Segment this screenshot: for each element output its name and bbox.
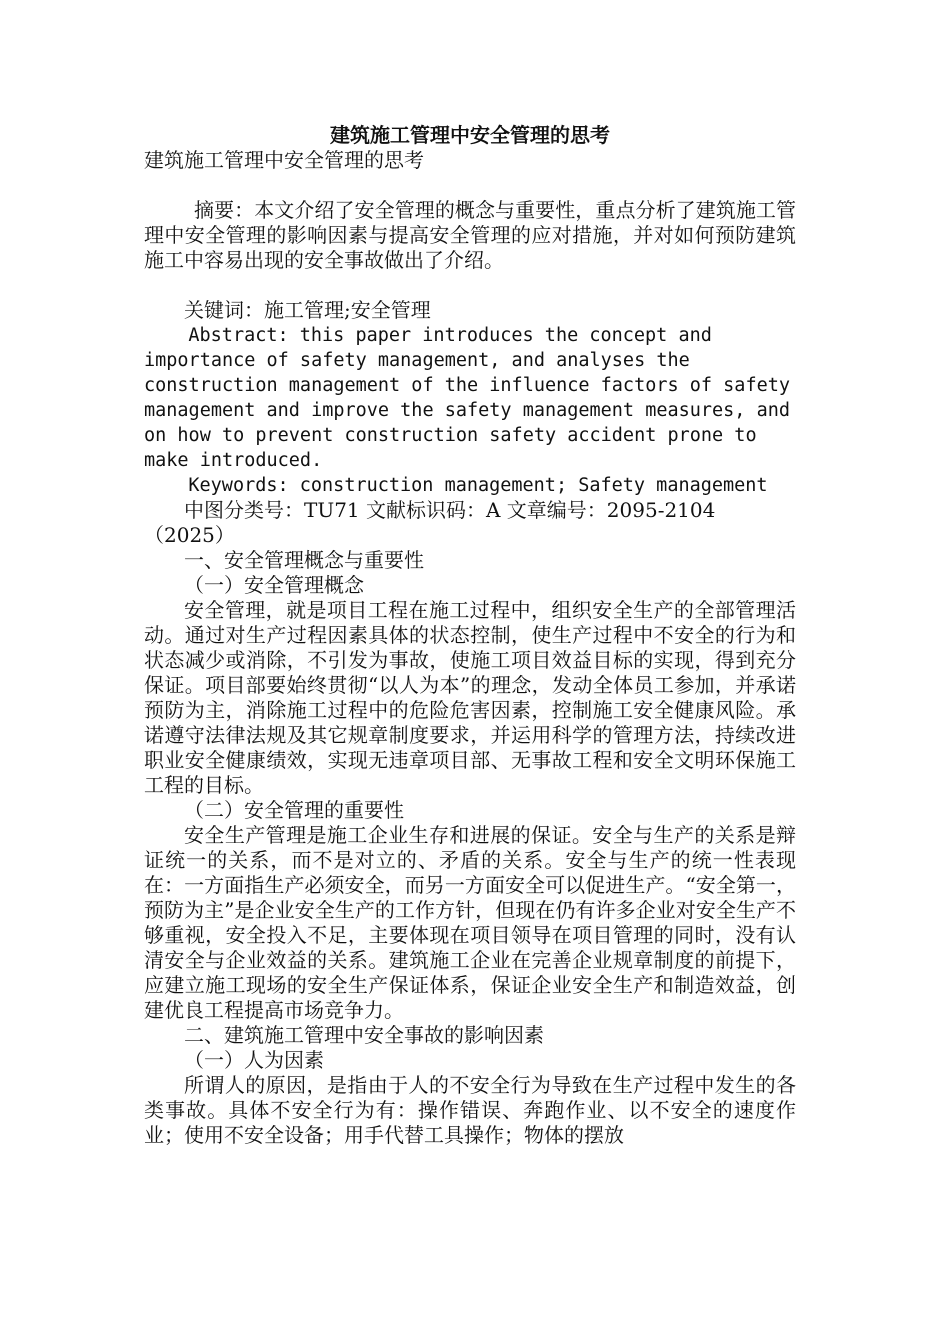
keywords-english: Keywords: construction management; Safety management (188, 475, 768, 496)
section-1-2-paragraph: 安全生产管理是施工企业生存和进展的保证。安全与生产的关系是辩证统一的关系，而不是对立的、矛盾的关系。安全与生产的统一性表现在：一方面指生产必须安全，而另一方面安全可以促进生产。“安全第一，预防为主”是企业安全生产的工作方针，但现在仍有许多企业对安全生产不够重视，安全投入不足，主要体现在项目领导在项目管理的同时，没有认清安全与企业效益的关系。建筑施工企业在完善企业规章制度的前提下，应建立施工现场的安全生产保证体系，保证企业安全生产和制造效益，创建优良工程提高市场竞争力。 (144, 823, 796, 1022)
document-title: 建筑施工管理中安全管理的思考 (330, 123, 610, 147)
classification-info: 中图分类号：TU71 文献标识码：A 文章编号：2095-2104（2025） (144, 498, 716, 547)
document-subtitle: 建筑施工管理中安全管理的思考 (144, 148, 424, 172)
section-1-2-heading: （二）安全管理的重要性 (184, 798, 404, 822)
abstract-english: Abstract: this paper introduces the concept and importance of safety management, and analyses the construction management of the influence factors of safety management and improve the safety management measures, and on how to prevent construction safety accident prone to make introduced. (144, 325, 791, 471)
section-1-heading: 一、安全管理概念与重要性 (184, 548, 424, 572)
section-2-heading: 二、建筑施工管理中安全事故的影响因素 (184, 1023, 544, 1047)
keywords-chinese: 关键词：施工管理;安全管理 (184, 298, 431, 322)
abstract-chinese: 摘要：本文介绍了安全管理的概念与重要性，重点分析了建筑施工管理中安全管理的影响因素与提高安全管理的应对措施，并对如何预防建筑施工中容易出现的安全事故做出了介绍。 (144, 198, 796, 272)
document-body (144, 123, 796, 1148)
section-1-1-heading: （一）安全管理概念 (184, 573, 364, 597)
section-1-1-paragraph: 安全管理，就是项目工程在施工过程中，组织安全生产的全部管理活动。通过对生产过程因素具体的状态控制，使生产过程中不安全的行为和状态减少或消除，不引发为事故，使施工项目效益目标的实现，得到充分保证。项目部要始终贯彻“以人为本”的理念，发动全体员工参加，并承诺预防为主，消除施工过程中的危险危害因素，控制施工安全健康风险。承诺遵守法律法规及其它规章制度要求，并运用科学的管理方法，持续改进职业安全健康绩效，实现无违章项目部、无事故工程和安全文明环保施工工程的目标。 (144, 598, 796, 797)
section-2-1-paragraph: 所谓人的原因，是指由于人的不安全行为导致在生产过程中发生的各类事故。具体不安全行为有：操作错误、奔跑作业、以不安全的速度作业；使用不安全设备；用手代替工具操作；物体的摆放 (144, 1073, 796, 1147)
section-2-1-heading: （一）人为因素 (184, 1048, 324, 1072)
